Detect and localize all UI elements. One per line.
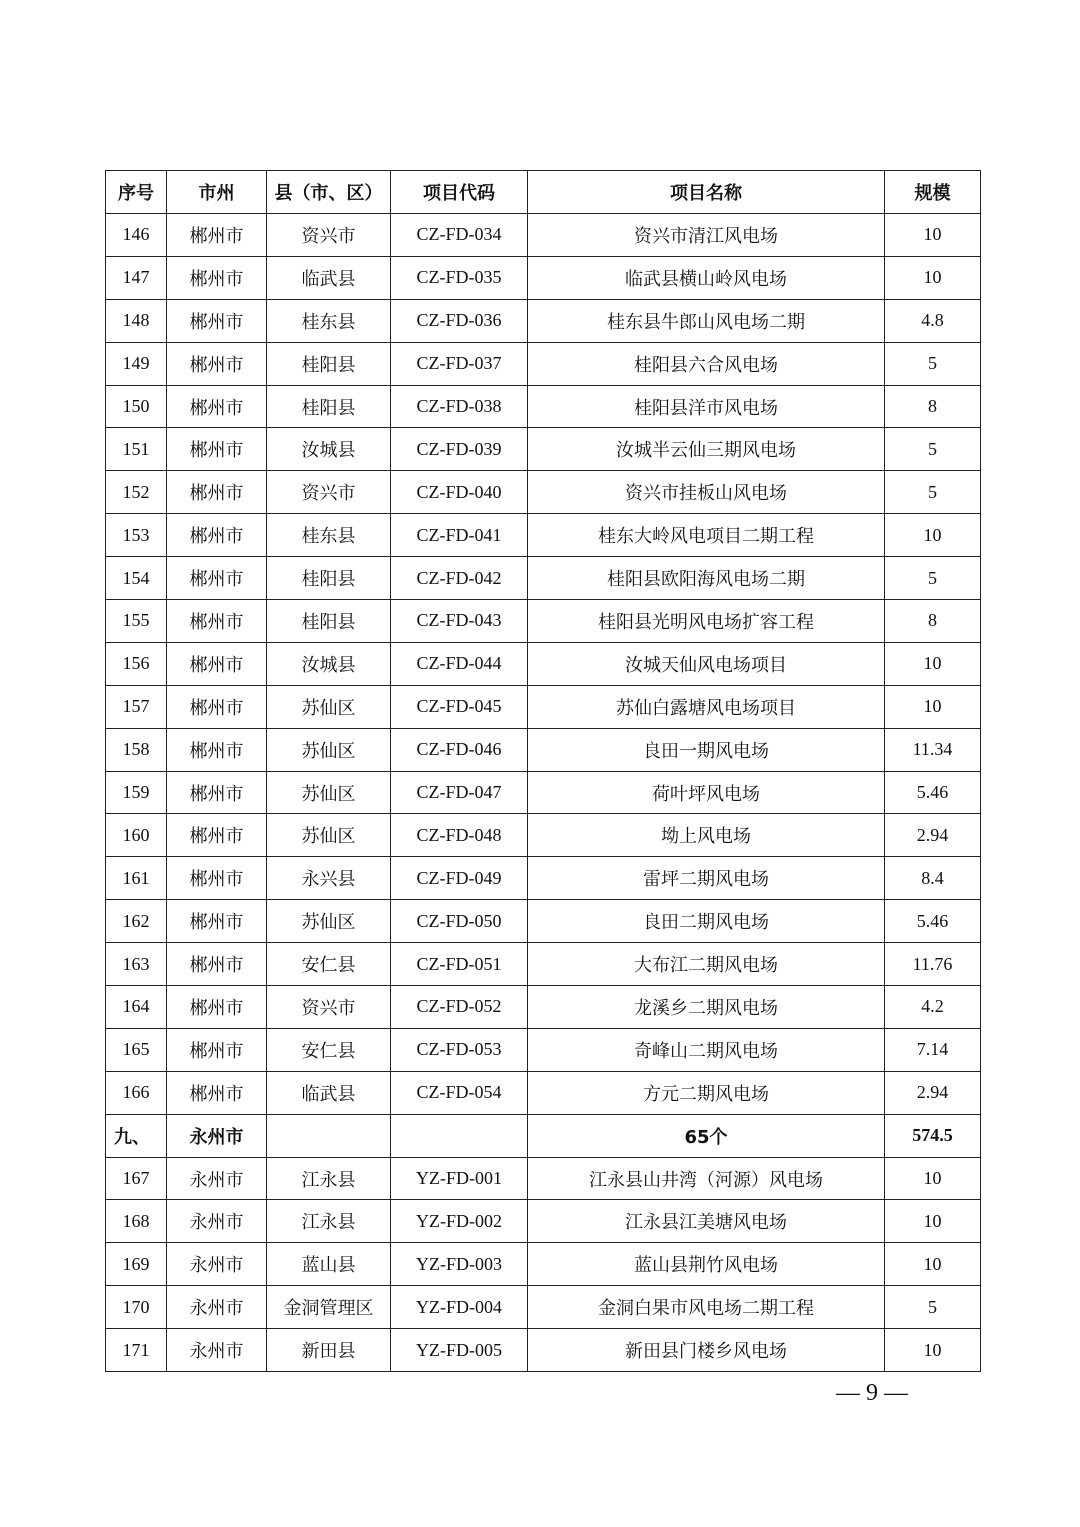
county-cell: 永兴县 <box>267 857 391 900</box>
scale-cell: 7.14 <box>885 1028 981 1071</box>
county-cell: 资兴市 <box>267 986 391 1029</box>
scale-cell: 10 <box>885 1200 981 1243</box>
header-county: 县（市、区） <box>267 171 391 214</box>
scale-cell: 5 <box>885 471 981 514</box>
scale-cell: 10 <box>885 1243 981 1286</box>
city-cell: 郴州市 <box>167 857 267 900</box>
scale-cell: 10 <box>885 642 981 685</box>
project-code-cell: CZ-FD-036 <box>391 299 528 342</box>
scale-cell: 11.76 <box>885 943 981 986</box>
city-cell: 郴州市 <box>167 728 267 771</box>
city-cell: 郴州市 <box>167 1028 267 1071</box>
serial-cell: 150 <box>106 385 167 428</box>
table-row <box>106 1071 981 1114</box>
city-cell: 郴州市 <box>167 342 267 385</box>
project-code-cell: CZ-FD-034 <box>391 214 528 257</box>
table-row <box>106 342 981 385</box>
project-name-cell: 方元二期风电场 <box>528 1071 885 1114</box>
serial-cell: 162 <box>106 900 167 943</box>
county-cell: 苏仙区 <box>267 728 391 771</box>
county-cell: 桂东县 <box>267 299 391 342</box>
scale-cell: 4.8 <box>885 299 981 342</box>
city-cell: 郴州市 <box>167 299 267 342</box>
table-row <box>106 685 981 728</box>
scale-cell: 10 <box>885 1157 981 1200</box>
city-cell: 郴州市 <box>167 814 267 857</box>
project-code-cell: YZ-FD-004 <box>391 1286 528 1329</box>
scale-cell: 10 <box>885 1329 981 1372</box>
project-name-cell: 汝城半云仙三期风电场 <box>528 428 885 471</box>
serial-cell: 157 <box>106 685 167 728</box>
county-cell: 汝城县 <box>267 428 391 471</box>
project-name-cell: 桂阳县欧阳海风电场二期 <box>528 557 885 600</box>
table-row <box>106 214 981 257</box>
county-cell: 新田县 <box>267 1329 391 1372</box>
scale-cell: 8 <box>885 600 981 643</box>
city-cell: 永州市 <box>167 1200 267 1243</box>
project-name-cell: 良田二期风电场 <box>528 900 885 943</box>
city-cell: 郴州市 <box>167 1071 267 1114</box>
project-name-cell: 江永县山井湾（河源）风电场 <box>528 1157 885 1200</box>
county-cell: 桂东县 <box>267 514 391 557</box>
project-code-cell: CZ-FD-044 <box>391 642 528 685</box>
city-cell: 永州市 <box>167 1243 267 1286</box>
header-serial: 序号 <box>106 171 167 214</box>
city-cell: 郴州市 <box>167 557 267 600</box>
county-cell: 苏仙区 <box>267 771 391 814</box>
table-row <box>106 857 981 900</box>
county-cell: 苏仙区 <box>267 814 391 857</box>
city-cell: 郴州市 <box>167 986 267 1029</box>
project-code-cell: CZ-FD-054 <box>391 1071 528 1114</box>
city-cell: 永州市 <box>167 1114 267 1157</box>
project-name-cell: 蓝山县荆竹风电场 <box>528 1243 885 1286</box>
table-row <box>106 299 981 342</box>
city-cell: 郴州市 <box>167 685 267 728</box>
county-cell: 蓝山县 <box>267 1243 391 1286</box>
serial-cell: 160 <box>106 814 167 857</box>
serial-cell: 146 <box>106 214 167 257</box>
project-name-cell: 资兴市挂板山风电场 <box>528 471 885 514</box>
project-name-cell: 良田一期风电场 <box>528 728 885 771</box>
county-cell: 桂阳县 <box>267 557 391 600</box>
project-code-cell: CZ-FD-048 <box>391 814 528 857</box>
serial-cell: 171 <box>106 1329 167 1372</box>
city-cell: 永州市 <box>167 1286 267 1329</box>
project-name-cell: 桂东县牛郎山风电场二期 <box>528 299 885 342</box>
serial-cell: 169 <box>106 1243 167 1286</box>
header-project-code: 项目代码 <box>391 171 528 214</box>
project-name-cell: 临武县横山岭风电场 <box>528 256 885 299</box>
city-cell: 郴州市 <box>167 385 267 428</box>
table-row <box>106 1329 981 1372</box>
serial-cell: 164 <box>106 986 167 1029</box>
scale-cell: 2.94 <box>885 814 981 857</box>
project-code-cell: CZ-FD-042 <box>391 557 528 600</box>
project-code-cell: YZ-FD-002 <box>391 1200 528 1243</box>
scale-cell: 4.2 <box>885 986 981 1029</box>
project-code-cell: CZ-FD-051 <box>391 943 528 986</box>
serial-cell: 163 <box>106 943 167 986</box>
serial-cell: 147 <box>106 256 167 299</box>
city-cell: 永州市 <box>167 1329 267 1372</box>
serial-cell: 159 <box>106 771 167 814</box>
project-code-cell: CZ-FD-053 <box>391 1028 528 1071</box>
serial-cell: 148 <box>106 299 167 342</box>
project-code-cell: CZ-FD-039 <box>391 428 528 471</box>
city-cell: 郴州市 <box>167 600 267 643</box>
city-cell: 郴州市 <box>167 428 267 471</box>
project-code-cell: CZ-FD-046 <box>391 728 528 771</box>
county-cell: 安仁县 <box>267 1028 391 1071</box>
serial-cell: 155 <box>106 600 167 643</box>
project-name-cell: 苏仙白露塘风电场项目 <box>528 685 885 728</box>
county-cell: 苏仙区 <box>267 900 391 943</box>
project-code-cell: YZ-FD-001 <box>391 1157 528 1200</box>
county-cell: 桂阳县 <box>267 600 391 643</box>
serial-cell: 167 <box>106 1157 167 1200</box>
project-code-cell: CZ-FD-047 <box>391 771 528 814</box>
table-row <box>106 814 981 857</box>
scale-cell: 10 <box>885 514 981 557</box>
serial-cell: 156 <box>106 642 167 685</box>
table-row <box>106 728 981 771</box>
project-name-cell: 大布江二期风电场 <box>528 943 885 986</box>
scale-cell: 5 <box>885 1286 981 1329</box>
table-row <box>106 642 981 685</box>
city-cell: 郴州市 <box>167 642 267 685</box>
project-code-cell: CZ-FD-041 <box>391 514 528 557</box>
serial-cell: 161 <box>106 857 167 900</box>
project-name-cell: 桂阳县洋市风电场 <box>528 385 885 428</box>
county-cell: 临武县 <box>267 256 391 299</box>
county-cell: 临武县 <box>267 1071 391 1114</box>
table-row <box>106 385 981 428</box>
scale-cell: 5 <box>885 428 981 471</box>
scale-cell: 10 <box>885 256 981 299</box>
project-name-cell: 奇峰山二期风电场 <box>528 1028 885 1071</box>
county-cell: 汝城县 <box>267 642 391 685</box>
scale-cell: 8 <box>885 385 981 428</box>
table-row <box>106 900 981 943</box>
city-cell: 郴州市 <box>167 256 267 299</box>
project-name-cell: 荷叶坪风电场 <box>528 771 885 814</box>
county-cell: 资兴市 <box>267 214 391 257</box>
project-name-cell: 65个 <box>528 1114 885 1157</box>
city-cell: 郴州市 <box>167 214 267 257</box>
city-cell: 郴州市 <box>167 514 267 557</box>
project-name-cell: 新田县门楼乡风电场 <box>528 1329 885 1372</box>
scale-cell: 5.46 <box>885 771 981 814</box>
project-code-cell: CZ-FD-037 <box>391 342 528 385</box>
serial-cell: 165 <box>106 1028 167 1071</box>
project-code-cell <box>391 1114 528 1157</box>
header-city: 市州 <box>167 171 267 214</box>
serial-cell: 158 <box>106 728 167 771</box>
scale-cell: 10 <box>885 214 981 257</box>
table-row <box>106 1157 981 1200</box>
serial-cell: 九、 <box>106 1114 167 1157</box>
table-row <box>106 514 981 557</box>
county-cell: 江永县 <box>267 1157 391 1200</box>
city-cell: 郴州市 <box>167 471 267 514</box>
page-number: — 9 — <box>836 1380 908 1406</box>
scale-cell: 574.5 <box>885 1114 981 1157</box>
table-body <box>106 214 981 1372</box>
table-header-row <box>106 171 981 214</box>
header-scale: 规模 <box>885 171 981 214</box>
city-cell: 郴州市 <box>167 943 267 986</box>
header-project-name: 项目名称 <box>528 171 885 214</box>
project-code-cell: YZ-FD-003 <box>391 1243 528 1286</box>
table-row <box>106 471 981 514</box>
serial-cell: 168 <box>106 1200 167 1243</box>
county-cell: 江永县 <box>267 1200 391 1243</box>
table-row <box>106 943 981 986</box>
serial-cell: 170 <box>106 1286 167 1329</box>
serial-cell: 166 <box>106 1071 167 1114</box>
scale-cell: 5 <box>885 557 981 600</box>
county-cell: 金洞管理区 <box>267 1286 391 1329</box>
project-name-cell: 龙溪乡二期风电场 <box>528 986 885 1029</box>
project-name-cell: 桂阳县光明风电场扩容工程 <box>528 600 885 643</box>
project-code-cell: CZ-FD-035 <box>391 256 528 299</box>
scale-cell: 8.4 <box>885 857 981 900</box>
project-name-cell: 桂东大岭风电项目二期工程 <box>528 514 885 557</box>
county-cell <box>267 1114 391 1157</box>
scale-cell: 5.46 <box>885 900 981 943</box>
scale-cell: 10 <box>885 685 981 728</box>
project-code-cell: CZ-FD-052 <box>391 986 528 1029</box>
table-row <box>106 1028 981 1071</box>
project-code-cell: CZ-FD-043 <box>391 600 528 643</box>
table-row <box>106 986 981 1029</box>
scale-cell: 5 <box>885 342 981 385</box>
table-row <box>106 600 981 643</box>
serial-cell: 153 <box>106 514 167 557</box>
table-row <box>106 256 981 299</box>
project-table <box>105 170 981 1372</box>
summary-row <box>106 1114 981 1157</box>
table-row <box>106 557 981 600</box>
project-code-cell: YZ-FD-005 <box>391 1329 528 1372</box>
table-row <box>106 1243 981 1286</box>
scale-cell: 2.94 <box>885 1071 981 1114</box>
scale-cell: 11.34 <box>885 728 981 771</box>
table-row <box>106 771 981 814</box>
county-cell: 资兴市 <box>267 471 391 514</box>
serial-cell: 152 <box>106 471 167 514</box>
city-cell: 永州市 <box>167 1157 267 1200</box>
project-name-cell: 资兴市清江风电场 <box>528 214 885 257</box>
table-row <box>106 428 981 471</box>
table-row <box>106 1200 981 1243</box>
serial-cell: 154 <box>106 557 167 600</box>
project-name-cell: 金洞白果市风电场二期工程 <box>528 1286 885 1329</box>
project-code-cell: CZ-FD-038 <box>391 385 528 428</box>
project-code-cell: CZ-FD-050 <box>391 900 528 943</box>
project-name-cell: 桂阳县六合风电场 <box>528 342 885 385</box>
project-name-cell: 汝城天仙风电场项目 <box>528 642 885 685</box>
county-cell: 桂阳县 <box>267 342 391 385</box>
serial-cell: 151 <box>106 428 167 471</box>
serial-cell: 149 <box>106 342 167 385</box>
city-cell: 郴州市 <box>167 900 267 943</box>
county-cell: 安仁县 <box>267 943 391 986</box>
project-code-cell: CZ-FD-045 <box>391 685 528 728</box>
project-name-cell: 雷坪二期风电场 <box>528 857 885 900</box>
county-cell: 桂阳县 <box>267 385 391 428</box>
county-cell: 苏仙区 <box>267 685 391 728</box>
project-code-cell: CZ-FD-040 <box>391 471 528 514</box>
project-code-cell: CZ-FD-049 <box>391 857 528 900</box>
table-row <box>106 1286 981 1329</box>
city-cell: 郴州市 <box>167 771 267 814</box>
project-name-cell: 坳上风电场 <box>528 814 885 857</box>
project-name-cell: 江永县江美塘风电场 <box>528 1200 885 1243</box>
